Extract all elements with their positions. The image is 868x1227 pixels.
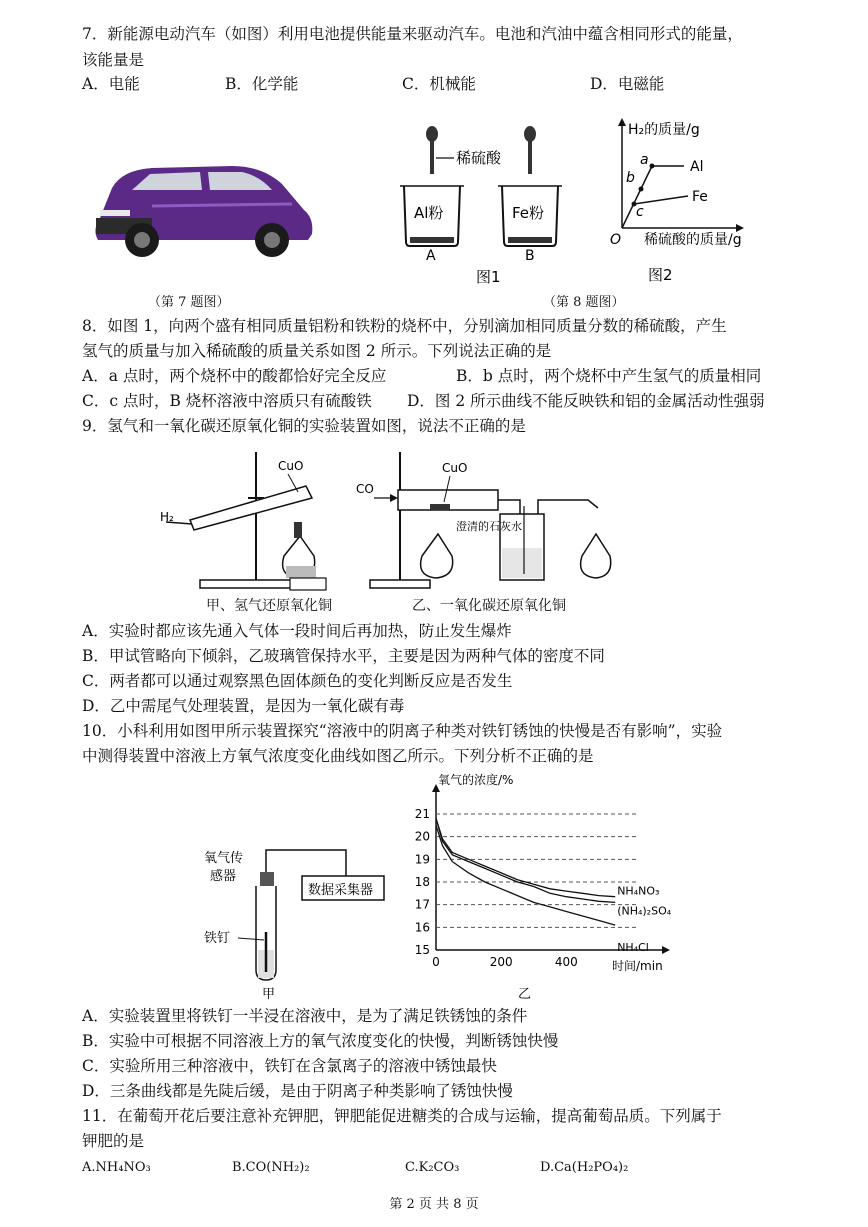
q8-figure2 — [608, 116, 778, 288]
q10-option-b[interactable]: B．实验中可根据不同溶液上方的氧气浓度变化的快慢，判断锈蚀快慢 — [82, 1032, 559, 1050]
q10-option-a[interactable]: A．实验装置里将铁钉一半浸在溶液中，是为了满足铁锈蚀的条件 — [82, 1007, 528, 1025]
chart-x-tick-label: 400 — [554, 955, 578, 969]
q8-figure-caption: （第 8 题图） — [543, 295, 625, 310]
series-fe-label: Fe — [692, 189, 708, 205]
fig-right-reagent: CuO — [442, 461, 468, 475]
beaker-a-content: Al粉 — [414, 204, 444, 222]
point-b-label: b — [626, 170, 635, 186]
nail-label: 铁钉 — [204, 931, 231, 946]
q9-option-b[interactable]: B．甲试管略向下倾斜，乙玻璃管保持水平，主要是因为两种气体的密度不同 — [82, 647, 605, 665]
q8-option-c[interactable]: C．c 点时，B 烧杯溶液中溶质只有硫酸铁 — [82, 392, 372, 410]
point-c-label: c — [636, 204, 644, 220]
electric-car-image — [82, 148, 322, 260]
fig-right-gas: CO — [356, 482, 374, 496]
q7-option-b[interactable]: B．化学能 — [225, 75, 299, 93]
q7-stem-line1: 7．新能源电动汽车（如图）利用电池提供能量来驱动汽车。电池和汽油中蕴含相同形式的能量， — [82, 25, 743, 43]
q10-option-c[interactable]: C．实验所用三种溶液中，铁钉在含氯离子的溶液中锈蚀最快 — [82, 1057, 497, 1075]
acid-label: 稀硫酸 — [456, 149, 502, 167]
chart-x-tick-label: 200 — [489, 955, 513, 969]
q9-option-c[interactable]: C．两者都可以通过观察黑色固体颜色的变化判断反应是否发生 — [82, 672, 513, 690]
chart-series-line — [436, 825, 615, 925]
beaker-a-label: A — [426, 248, 436, 264]
chart-x-axis-label: 时间/min — [612, 959, 663, 973]
fig-right-limewater: 澄清的石灰水 — [456, 520, 522, 533]
q9-stem-line1: 9．氢气和一氧化碳还原氧化铜的实验装置如图，说法不正确的是 — [82, 417, 526, 435]
chart-y-tick-label: 21 — [414, 807, 430, 821]
q9-option-d[interactable]: D．乙中需尾气处理装置，是因为一氧化碳有毒 — [82, 697, 405, 715]
chart-y-tick-label: 19 — [414, 852, 430, 867]
q8-option-b[interactable]: B．b 点时，两个烧杯中产生氢气的质量相同 — [456, 367, 762, 385]
chart-y-tick-label: 17 — [414, 897, 430, 912]
chart-y-tick-label: 18 — [414, 875, 430, 889]
q10-stem-line1: 10．小科利用如图甲所示装置探究“溶液中的阴离子种类对铁钉锈蚀的快慢是否有影响”，实验 — [82, 722, 723, 740]
beaker-b-label: B — [525, 248, 535, 264]
fig-jia-caption: 甲 — [262, 987, 276, 1000]
chart-series-line — [436, 819, 615, 903]
q8-option-d[interactable]: D．图 2 所示曲线不能反映铁和铝的金属活动性强弱 — [407, 392, 765, 410]
q11-option-c[interactable]: C.K₂CO₃ — [405, 1160, 460, 1175]
q11-option-a[interactable]: A.NH₄NO₃ — [82, 1160, 151, 1175]
q7-option-d[interactable]: D．电磁能 — [590, 75, 665, 93]
series-al-label: Al — [690, 159, 704, 175]
oxygen-concentration-chart — [408, 770, 678, 1000]
q9-option-a[interactable]: A．实验时都应该先通入气体一段时间后再加热，防止发生爆炸 — [82, 622, 512, 640]
q8-stem-line1: 8．如图 1，向两个盛有相同质量铝粉和铁粉的烧杯中，分别滴加相同质量分数的稀硫酸，产生 — [82, 317, 727, 335]
q11-option-b[interactable]: B.CO(NH₂)₂ — [232, 1160, 310, 1175]
q9-caption-right: 乙、一氧化碳还原氧化铜 — [412, 598, 566, 614]
chart-series-label: (NH₄)₂SO₄ — [617, 904, 672, 918]
point-a-label: a — [640, 152, 649, 168]
sensor-label-line1: 氧气传 — [204, 851, 244, 866]
fig2-origin: O — [610, 232, 622, 248]
q11-option-d[interactable]: D.Ca(H₂PO₄)₂ — [540, 1160, 629, 1175]
q9-caption-left: 甲、氢气还原氧化铜 — [206, 598, 332, 614]
chart-x-tick-label: 0 — [432, 955, 440, 969]
fig-left-gas: H₂ — [160, 510, 174, 524]
beaker-b-content: Fe粉 — [512, 204, 545, 222]
fig-left-reagent: CuO — [278, 459, 304, 473]
q9-apparatus-figure — [160, 448, 640, 593]
q10-stem-line2: 中测得装置中溶液上方氧气浓度变化曲线如图乙所示。下列分析不正确的是 — [82, 747, 594, 765]
q11-stem-line2: 钾肥的是 — [82, 1132, 145, 1150]
fig2-x-axis: 稀硫酸的质量/g — [644, 232, 742, 248]
q8-option-a[interactable]: A．a 点时，两个烧杯中的酸都恰好完全反应 — [82, 367, 387, 385]
chart-y-tick-label: 15 — [414, 943, 430, 957]
fig2-y-axis: H₂的质量/g — [628, 122, 700, 138]
q7-stem-line2: 该能量是 — [82, 51, 145, 69]
q8-figure1 — [392, 120, 582, 290]
q10-apparatus-figure — [190, 840, 390, 1000]
chart-y-tick-label: 20 — [414, 829, 430, 844]
chart-y-axis-label: 氧气的浓度/% — [438, 773, 514, 787]
chart-series-label: NH₄NO₃ — [617, 884, 660, 898]
chart-series-line — [436, 819, 615, 897]
fig2-label: 图2 — [648, 266, 673, 284]
chart-x-axis-arrow — [662, 946, 670, 954]
sensor-label-line2: 感器 — [210, 869, 237, 884]
chart-series-label: NH₄Cl — [617, 941, 649, 955]
page-footer: 第 2 页 共 8 页 — [389, 1197, 479, 1212]
collector-label: 数据采集器 — [308, 883, 374, 898]
q10-option-d[interactable]: D．三条曲线都是先陡后缓，是由于阴离子种类影响了锈蚀快慢 — [82, 1082, 513, 1100]
q11-stem-line1: 11．在葡萄开花后要注意补充钾肥，钾肥能促进糖类的合成与运输，提高葡萄品质。下列属于 — [82, 1107, 722, 1125]
fig1-label: 图1 — [476, 268, 501, 286]
q7-figure-caption: （第 7 题图） — [148, 295, 230, 310]
chart-y-tick-label: 16 — [414, 920, 430, 935]
fig-yi-caption: 乙 — [518, 987, 532, 1000]
q7-option-a[interactable]: A．电能 — [82, 75, 140, 93]
q7-option-c[interactable]: C．机械能 — [402, 75, 476, 93]
q8-stem-line2: 氢气的质量与加入稀硫酸的质量关系如图 2 所示。下列说法正确的是 — [82, 342, 552, 360]
